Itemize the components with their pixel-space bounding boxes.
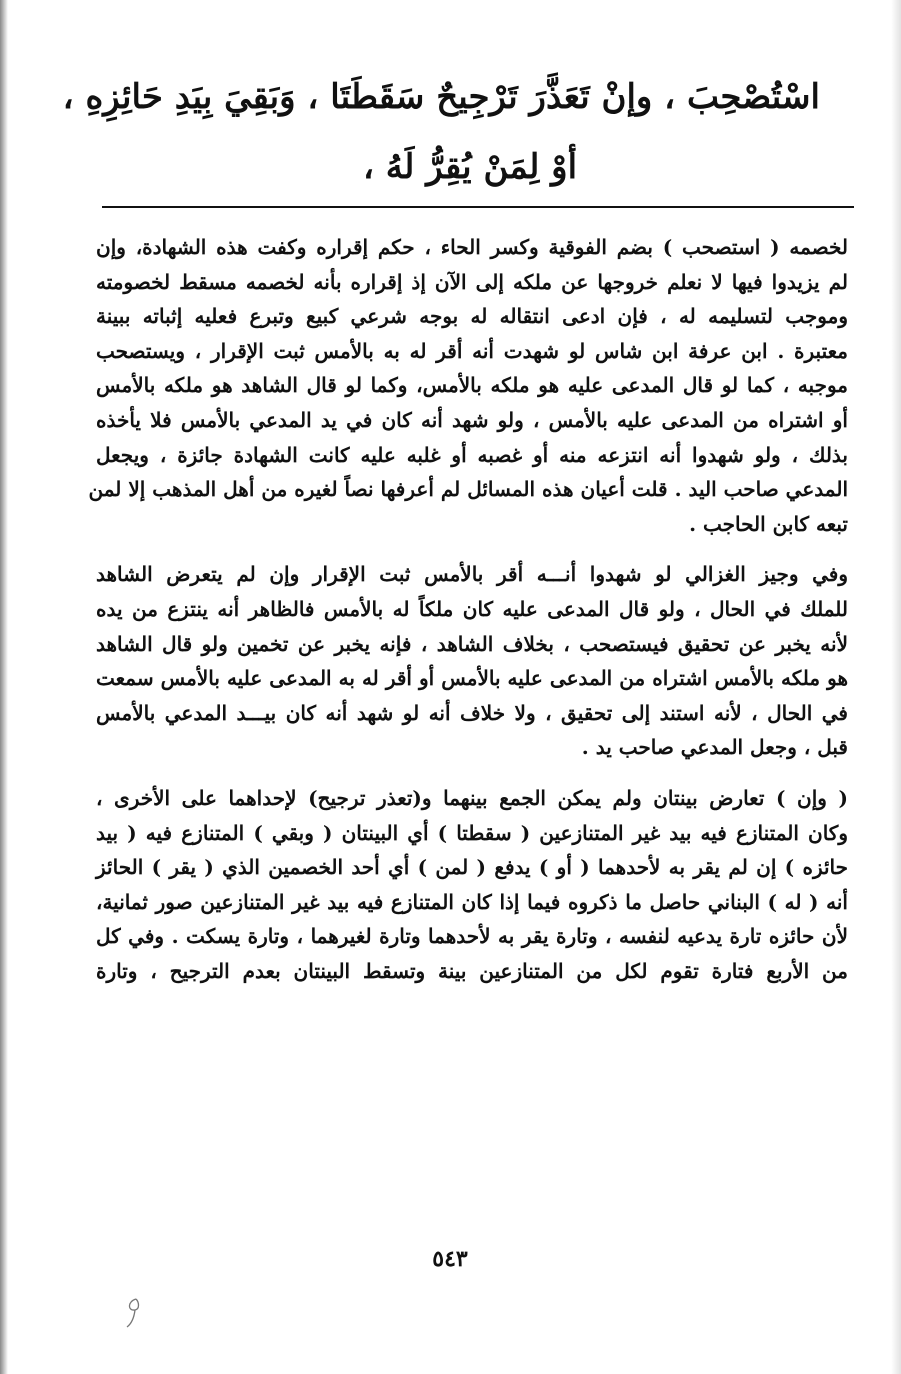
text-line: أنه ( له ) البناني حاصل ما ذكروه فيما إذا كان المتنازع فيه بيد غير المتنازعين صور ثمانية، (96, 889, 848, 914)
paragraph-gap (96, 541, 848, 557)
text-line: وموجب لتسليمه له ، فإن ادعى انتقاله له بوجه شرعي كبيع وتبرع فعليه إثباته ببينة (96, 304, 848, 329)
text-line: حائزه ) إن لم يقر به لأحدهما ( أو ) يدفع ( لمن ) أي أحد الخصمين الذي ( يقر ) الحائز (96, 855, 848, 880)
verse-block (62, 62, 820, 202)
paragraph (96, 557, 848, 765)
verse-line: اسْتُصْحِبَ ، وإنْ تَعَذَّرَ تَرْجِيحٌ سَقَطَتَا ، وَبَقِيَ بِيَدِ حَائِزِهِ ، (62, 77, 820, 117)
text-line: وكان المتنازع فيه بيد غير المتنازعين ( سقطتا ) أي البينتان ( وبقي ) المتنازع فيه ( بيد (96, 820, 848, 845)
text-line: وفي وجيز الغزالي لو شهدوا أنـــه أقر بالأمس ثبت الإقرار وإن لم يتعرض الشاهد (96, 562, 848, 587)
page-number: ٥٤٣ (432, 1246, 468, 1272)
separator-rule (102, 206, 854, 208)
text-line: بذلك ، ولو شهدوا أنه انتزعه منه أو غصبه أو غلبه عليه كانت الشهادة جائزة ، ويجعل (96, 442, 848, 467)
text-line: أو اشتراه من المدعى عليه بالأمس ، ولو شهد أنه كان في يد المدعي بالأمس فلا يأخذه (96, 407, 848, 432)
text-line: من الأربع فتارة تقوم لكل من المتنازعين بينة وتسقط البينتان بعدم الترجيح ، وتارة (96, 958, 848, 983)
commentary-text (88, 230, 848, 988)
text-line: معتبرة . ابن عرفة ابن شاس لو شهدت أنه أقر له به بالأمس ثبت الإقرار ، ويستصحب (96, 338, 848, 363)
text-line: للملك في الحال ، ولو قال المدعى عليه كان ملكاً له بالأمس فالظاهر أنه ينتزع من يده (96, 596, 848, 621)
text-line: هو ملكه بالأمس اشتراه من المدعى عليه بالأمس أو أقر له به المدعى عليه بالأمس سمعت (96, 666, 848, 691)
paragraph (88, 230, 848, 541)
scan-shadow-left (0, 0, 8, 1374)
text-line: المدعي صاحب اليد . قلت أعيان هذه المسائل لم أعرفها نصاً لغيره من أهل المذهب إلا لمن (88, 477, 848, 502)
text-line: موجبه ، كما لو قال المدعى عليه هو ملكه بالأمس، وكما لو قال الشاهد هو ملكه بالأمس (96, 373, 848, 398)
text-line: تبعه كابن الحاجب . (689, 511, 848, 536)
text-line: لأن حائزه تارة يدعيه لنفسه ، وتارة يقر به لأحدهما وتارة لغيرهما ، وتارة يسكت . وفي كل (96, 924, 848, 949)
paragraph-gap (96, 765, 848, 781)
verse-line: أوْ لِمَنْ يُقِرُّ لَهُ ، (362, 147, 578, 187)
text-line: لخصمه ( استصحب ) بضم الفوقية وكسر الحاء ، حكم إقراره وكفت هذه الشهادة، وإن (96, 235, 848, 259)
text-line: لأنه يخبر عن تحقيق فيستصحب ، بخلاف الشاهد ، فإنه يخبر عن تخمين ولو قال الشاهد (96, 631, 848, 656)
paragraph (96, 781, 848, 989)
text-line: ( وإن ) تعارض بينتان ولم يمكن الجمع بينهما و(تعذر ترجيح) لإحداهما على الأخرى ، (96, 785, 848, 810)
handwritten-margin-mark (122, 1296, 146, 1330)
text-line: قبل ، وجعل المدعي صاحب يد . (581, 735, 848, 760)
text-line: في الحال ، لأنه استند إلى تحقيق ، ولا خلاف أنه لو شهد أنه كان بيـــد المدعي بالأمس (96, 700, 848, 725)
scan-shadow-right (891, 0, 901, 1374)
text-line: لم يزيدوا فيها لا نعلم خروجها عن ملكه إلى الآن إذ إقراره بأنه لخصمه مسقط لخصومته (96, 269, 848, 294)
